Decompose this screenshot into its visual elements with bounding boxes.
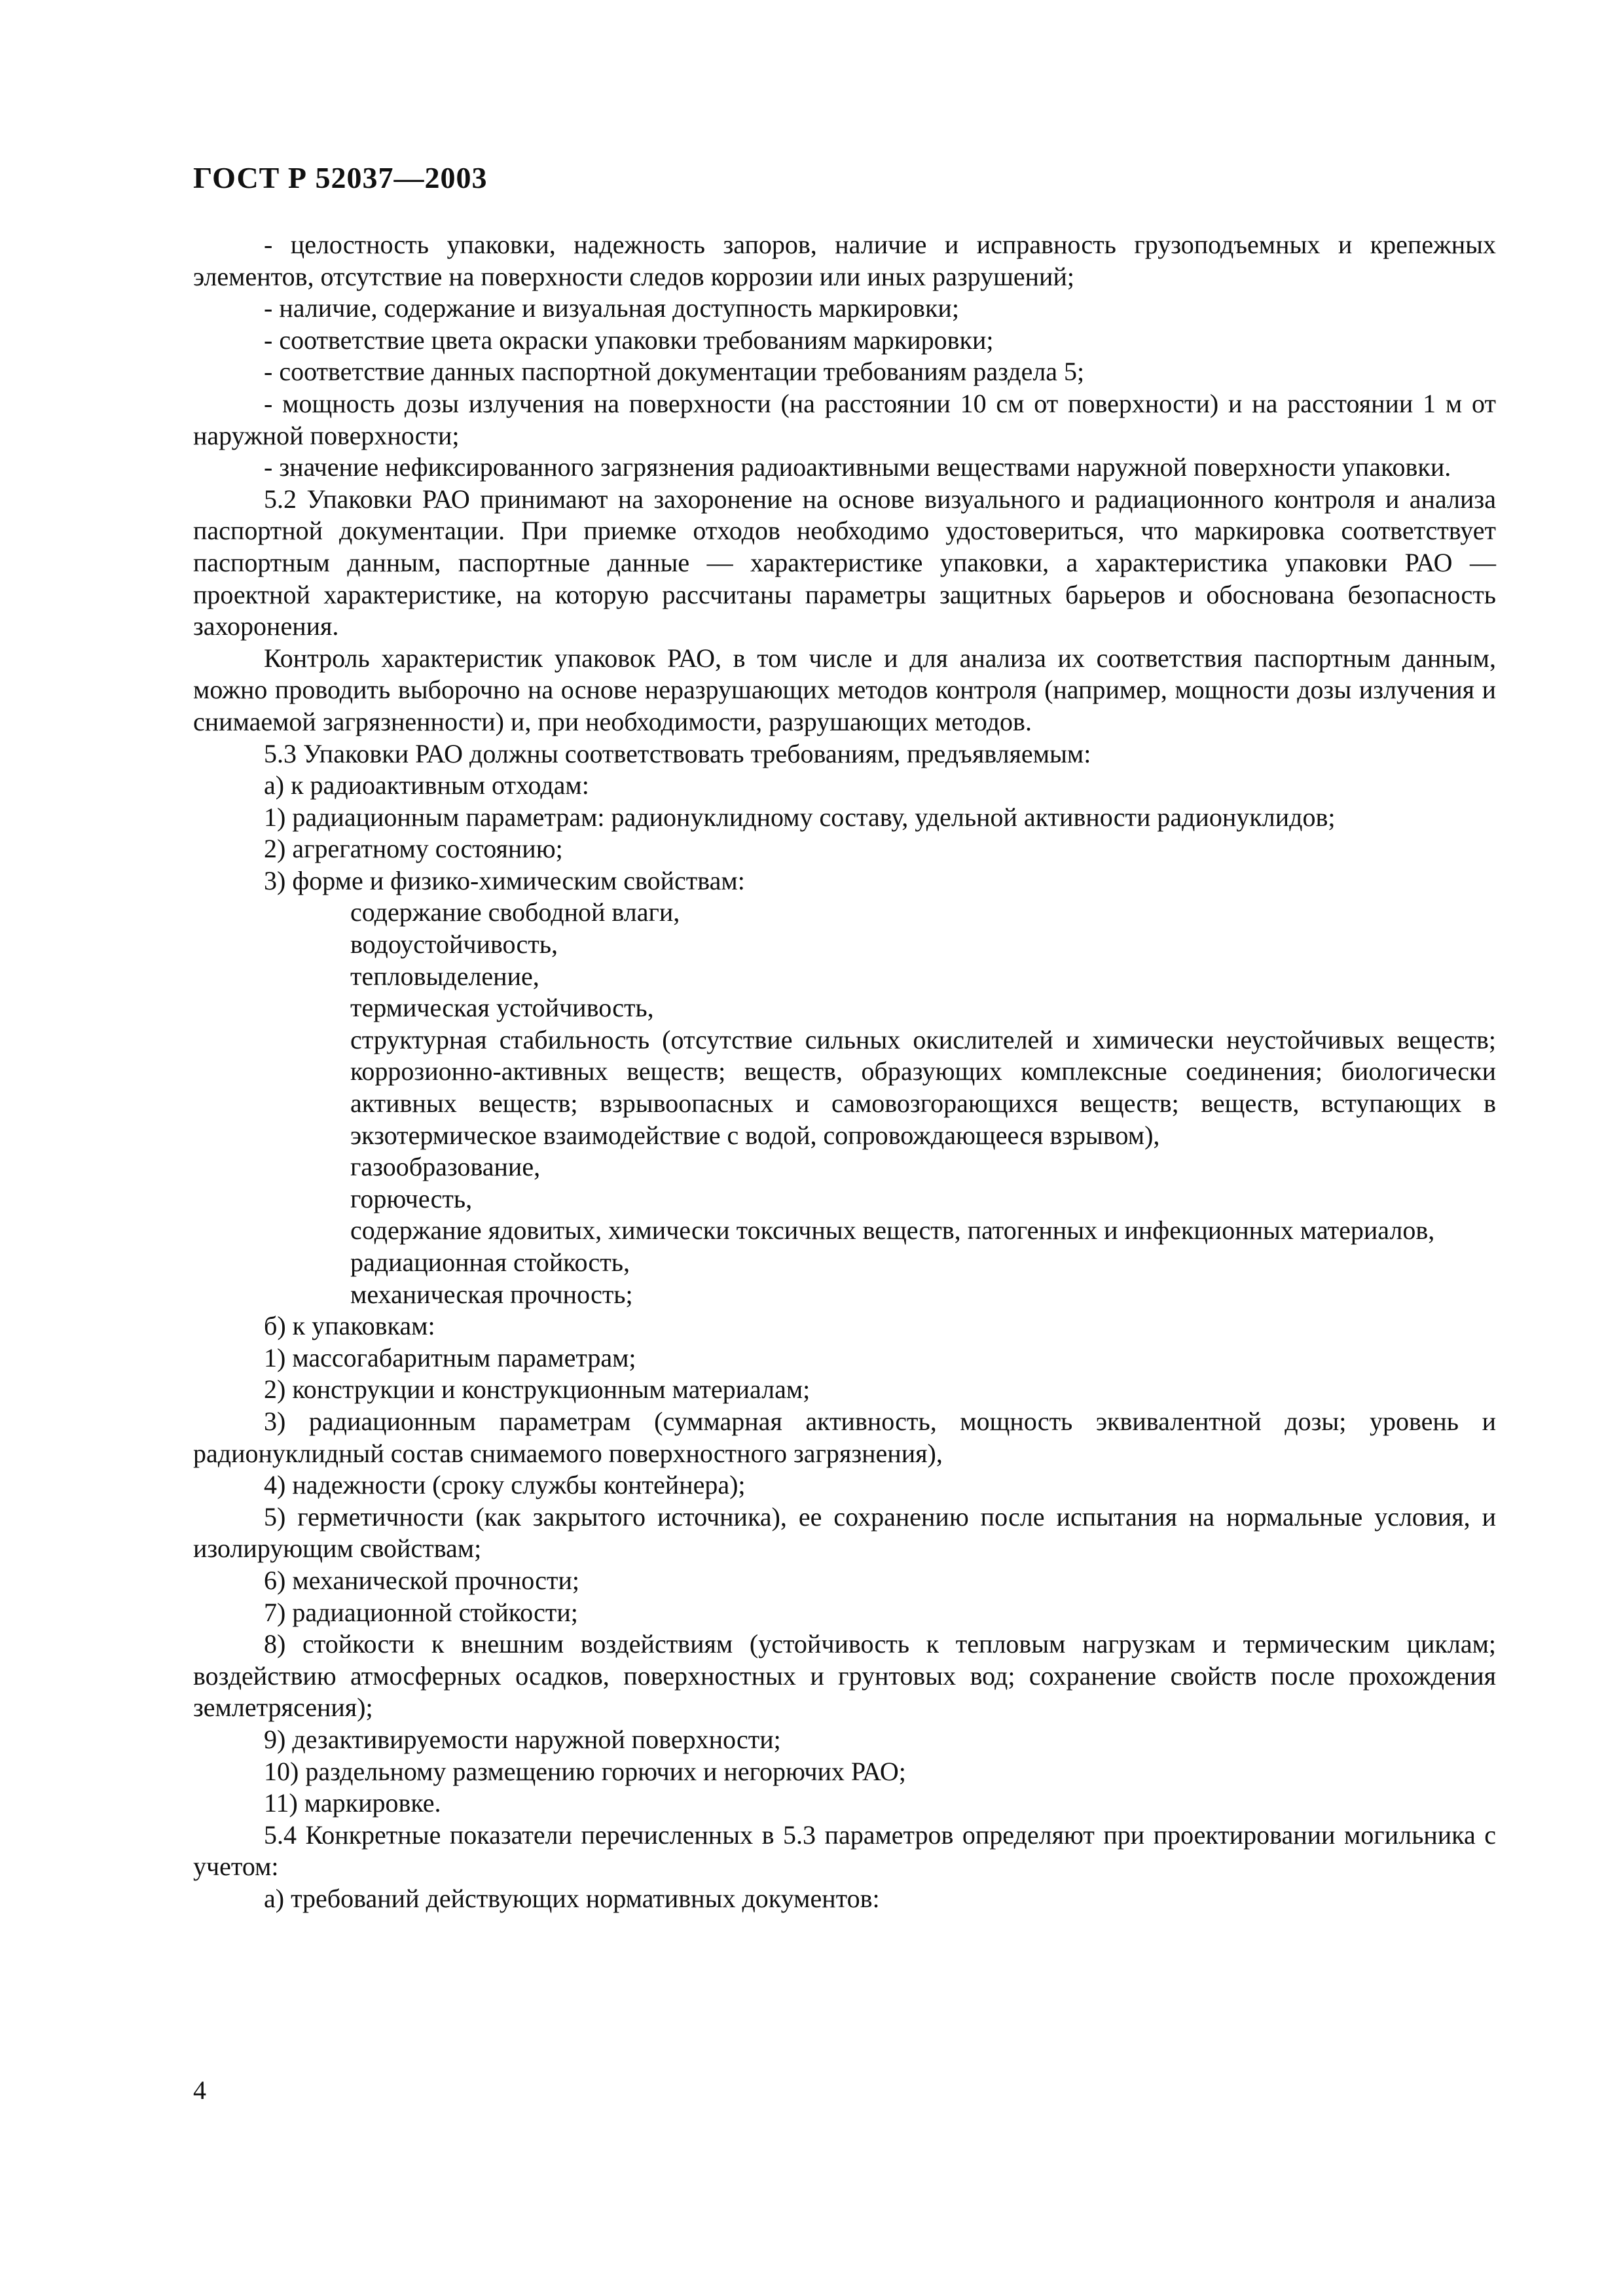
list-item: 8) стойкости к внешним воздействиям (устойчивость к тепловым нагрузкам и термическим циклам; воздействию атмосферных осадков, поверхностных и грунтовых вод; сохранение свойств после прохождения землетрясения);: [193, 1629, 1496, 1723]
property-item: газообразование,: [350, 1152, 541, 1182]
list-item: 2) конструкции и конструкционным материалам;: [264, 1374, 811, 1405]
list-item: 10) раздельному размещению горючих и негорючих РАО;: [264, 1756, 906, 1786]
list-item: 1) массогабаритным параметрам;: [264, 1342, 636, 1372]
property-item: тепловыделение,: [350, 961, 539, 991]
list-item: а) требований действующих нормативных документов:: [264, 1883, 880, 1913]
paragraph: - наличие, содержание и визуальная доступность маркировки;: [264, 293, 959, 323]
paragraph-5-4: 5.4 Конкретные показатели перечисленных в 5.3 параметров определяют при проектировании могильника с учетом:: [193, 1820, 1496, 1882]
list-item: а) к радиоактивным отходам:: [264, 770, 589, 800]
list-item: 2) агрегатному состоянию;: [264, 834, 563, 864]
list-item: 3) форме и физико-химическим свойствам:: [264, 865, 745, 895]
list-item: 7) радиационной стойкости;: [264, 1597, 578, 1627]
page-number: 4: [193, 2075, 206, 2105]
list-item: 3) радиационным параметрам (суммарная активность, мощность эквивалентной дозы; уровень и радионуклидный состав снимаемого поверхностного загрязнения),: [193, 1406, 1496, 1468]
property-item: термическая устойчивость,: [350, 993, 654, 1023]
paragraph-5-2: 5.2 Упаковки РАО принимают на захоронение на основе визуального и радиационного контроля и анализа паспортной документации. При приемке отходов необходимо удостовериться, что маркировка соответствует паспортным данным, паспортные данные — характеристике упаковки, а характеристика упаковки РАО — проектной характеристике, на которую рассчитаны параметры защитных барьеров и обоснована безопасность захоронения.: [193, 484, 1496, 641]
list-item: б) к упаковкам:: [264, 1311, 435, 1341]
paragraph: - соответствие данных паспортной документации требованиям раздела 5;: [264, 357, 1085, 387]
list-item: 4) надежности (сроку службы контейнера);: [264, 1470, 746, 1500]
paragraph: Контроль характеристик упаковок РАО, в том числе и для анализа их соответствия паспортным данным, можно проводить выборочно на основе неразрушающих методов контроля (например, мощности дозы излучения и снимаемой загрязненности) и, при необходимости, разрушающих методов.: [193, 643, 1496, 736]
paragraph: - соответствие цвета окраски упаковки требованиям маркировки;: [264, 325, 994, 355]
property-item: содержание ядовитых, химически токсичных веществ, патогенных и инфекционных материалов,: [350, 1215, 1435, 1246]
list-item: 5) герметичности (как закрытого источника), ее сохранению после испытания на нормальные условия, и изолирующим свойствам;: [193, 1501, 1496, 1564]
document-body: [193, 229, 1496, 1914]
paragraph: - целостность упаковки, надежность запоров, наличие и исправность грузоподъемных и крепежных элементов, отсутствие на поверхности следов коррозии или иных разрушений;: [193, 230, 1496, 291]
document-header: ГОСТ Р 52037—2003: [193, 161, 488, 194]
list-item: 6) механической прочности;: [264, 1565, 579, 1595]
list-item: 9) дезактивируемости наружной поверхности;: [264, 1724, 781, 1754]
property-item: радиационная стойкость,: [350, 1247, 630, 1277]
paragraph: - значение нефиксированного загрязнения радиоактивными веществами наружной поверхности упаковки.: [264, 452, 1451, 482]
property-item: горючесть,: [350, 1183, 473, 1213]
paragraph-5-3: 5.3 Упаковки РАО должны соответствовать требованиям, предъявляемым:: [264, 738, 1091, 768]
property-item: структурная стабильность (отсутствие сильных окислителей и химически неустойчивых веществ; коррозионно-активных веществ; веществ, образующих комплексные соединения; биологически активных веществ; взрывоопасных и самовозгорающихся веществ; веществ, вступающих в экзотермическое взаимодействие с водой, сопровождающееся взрывом),: [350, 1024, 1496, 1150]
paragraph: - мощность дозы излучения на поверхности (на расстоянии 10 см от поверхности) и на расстоянии 1 м от наружной поверхности;: [193, 388, 1496, 450]
property-item: содержание свободной влаги,: [350, 897, 680, 927]
list-item: 1) радиационным параметрам: радионуклидному составу, удельной активности радионуклидов;: [264, 802, 1336, 832]
property-item: водоустойчивость,: [350, 929, 558, 960]
list-item: 11) маркировке.: [264, 1788, 441, 1818]
property-item: механическая прочность;: [350, 1279, 633, 1309]
